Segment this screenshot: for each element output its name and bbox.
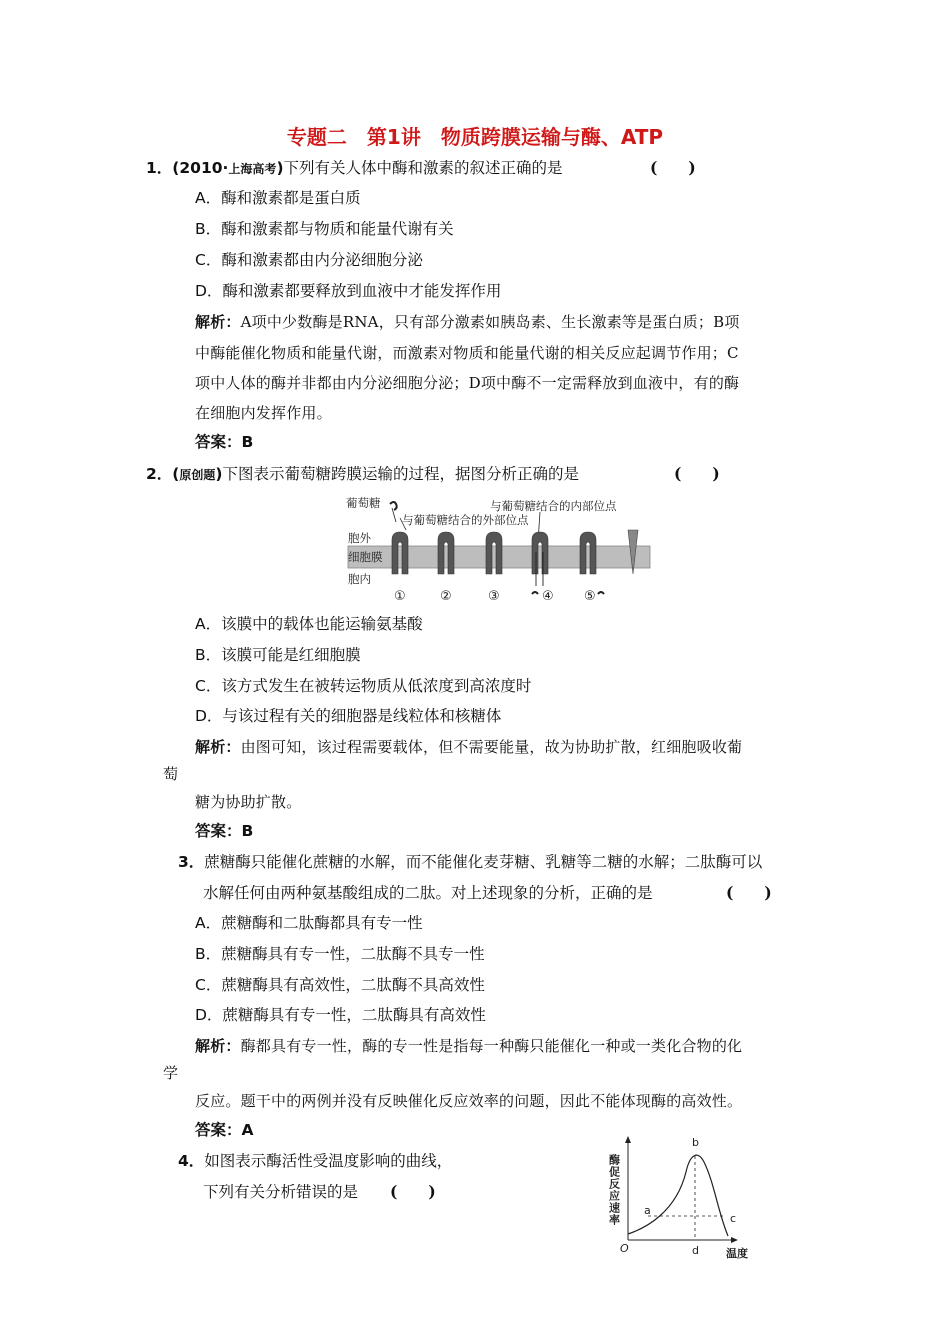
option-d: D．蔗糖酶具有专一性，二肽酶具有高效性 — [195, 1006, 486, 1024]
explanation-line: 解析：A项中少数酶是RNA，只有部分激素如胰岛素、生长激素等是蛋白质；B项 — [195, 313, 740, 331]
glucose-icon — [598, 592, 604, 594]
enzyme-temperature-graph — [606, 1132, 766, 1262]
step-3: ③ — [488, 589, 500, 604]
explanation-line: 学 — [163, 1064, 179, 1082]
question-1-stem: 1．(2010·上海高考)下列有关人体中酶和激素的叙述正确的是 — [146, 159, 563, 177]
page-title: 专题二 第1讲 物质跨膜运输与酶、ATP — [286, 125, 664, 149]
explanation-line: 糖为协助扩散。 — [195, 793, 302, 811]
option-b: B．蔗糖酶具有专一性，二肽酶不具专一性 — [195, 945, 485, 963]
option-c: C．酶和激素都由内分泌细胞分泌 — [195, 251, 423, 269]
svg-text:酶促反应速率: 酶促反应速率 — [607, 1154, 621, 1226]
point-c-label: c — [730, 1212, 737, 1225]
glucose-transport-figure — [340, 490, 660, 605]
question-number: 3． — [178, 853, 205, 871]
question-number: 2． — [146, 465, 173, 483]
glucose-icon — [532, 592, 538, 594]
question-4-stem-cont: 下列有关分析错误的是 — [203, 1183, 359, 1201]
explanation-line: 项中人体的酶并非都由内分泌细胞分泌；D项中酶不一定需释放到血液中，有的酶 — [195, 374, 740, 392]
question-number: 1． — [146, 159, 173, 177]
answer-bracket: ( ) — [390, 1182, 436, 1201]
point-b-label: b — [692, 1136, 699, 1149]
option-b: B．该膜可能是红细胞膜 — [195, 646, 361, 664]
explanation-line: 中酶能催化物质和能量代谢，而激素对物质和能量代谢的相关反应起调节作用；C — [195, 344, 739, 362]
explanation-line: 反应。题干中的两例并没有反映催化反应效率的问题，因此不能体现酶的高效性。 — [195, 1092, 743, 1110]
step-5: ⑤ — [584, 589, 596, 604]
membrane-label: 细胞膜 — [348, 550, 383, 564]
point-d-label: d — [692, 1244, 699, 1257]
option-b: B．酶和激素都与物质和能量代谢有关 — [195, 220, 454, 238]
explanation-label: 解析： — [195, 738, 241, 756]
option-d: D．酶和激素都要释放到血液中才能发挥作用 — [195, 282, 502, 300]
question-number: 4． — [178, 1152, 205, 1170]
question-2-stem: 2．(原创题)下图表示葡萄糖跨膜运输的过程，据图分析正确的是 — [146, 465, 580, 483]
x-axis-arrow-icon — [731, 1237, 738, 1243]
explanation-label: 解析： — [195, 1037, 241, 1055]
explanation-line: 解析：酶都具有专一性，酶的专一性是指每一种酶只能催化一种或一类化合物的化 — [195, 1037, 743, 1055]
point-a-label: a — [644, 1204, 651, 1217]
option-c: C．蔗糖酶具有高效性，二肽酶不具高效性 — [195, 976, 485, 994]
question-source: 原创题 — [179, 468, 216, 482]
y-axis-label — [608, 1153, 621, 1226]
inside-label: 胞内 — [348, 572, 371, 586]
answer-bracket: ( ) — [674, 464, 720, 483]
explanation-label: 解析： — [195, 313, 241, 331]
origin-label: O — [620, 1242, 629, 1255]
option-a: A．该膜中的载体也能运输氨基酸 — [195, 615, 423, 633]
step-1: ① — [394, 589, 406, 604]
glucose-icon — [390, 502, 397, 510]
question-3-stem: 3．蔗糖酶只能催化蔗糖的水解，而不能催化麦芽糖、乳糖等二糖的水解；二肽酶可以 — [178, 853, 763, 871]
question-4-stem: 4．如图表示酶活性受温度影响的曲线， — [178, 1152, 453, 1170]
answer: 答案：B — [195, 822, 254, 840]
option-a: A．酶和激素都是蛋白质 — [195, 189, 361, 207]
answer-bracket: ( ) — [726, 883, 772, 902]
step-4: ④ — [542, 589, 554, 604]
explanation-line: 萄 — [163, 765, 179, 783]
answer: 答案：A — [195, 1121, 254, 1139]
answer: 答案：B — [195, 433, 254, 451]
explanation-line: 解析：由图可知，该过程需要载体，但不需要能量，故为协助扩散，红细胞吸收葡 — [195, 738, 743, 756]
option-a: A．蔗糖酶和二肽酶都具有专一性 — [195, 914, 423, 932]
y-axis-arrow-icon — [625, 1136, 631, 1143]
glucose-label: 葡萄糖 — [346, 496, 381, 510]
explanation-line: 在细胞内发挥作用。 — [195, 404, 332, 422]
outside-label: 胞外 — [348, 531, 371, 545]
option-c: C．该方式发生在被转运物质从低浓度到高浓度时 — [195, 677, 532, 695]
activity-curve — [628, 1155, 728, 1236]
answer-bracket: ( ) — [650, 158, 696, 177]
x-axis-label: 温度 — [726, 1247, 748, 1260]
inner-site-label: 与葡萄糖结合的内部位点 — [490, 499, 617, 513]
option-d: D．与该过程有关的细胞器是线粒体和核糖体 — [195, 707, 502, 725]
step-2: ② — [440, 589, 452, 604]
question-3-stem-cont: 水解任何由两种氨基酸组成的二肽。对上述现象的分析，正确的是 — [203, 884, 653, 902]
outer-site-label: 与葡萄糖结合的外部位点 — [402, 513, 529, 527]
question-source: 上海高考 — [228, 162, 277, 176]
